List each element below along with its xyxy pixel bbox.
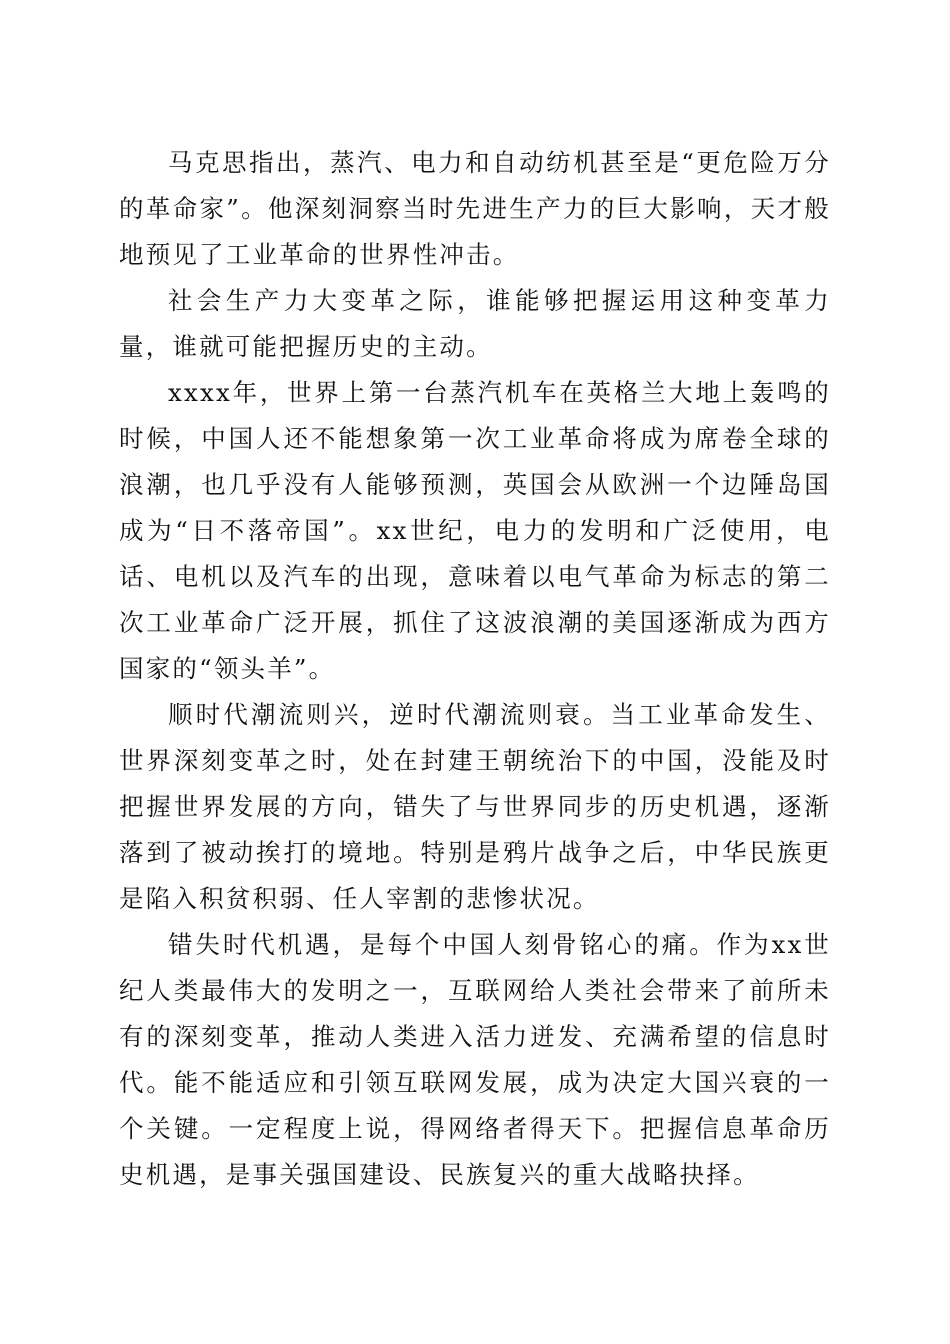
paragraph-3: xxxx年，世界上第一台蒸汽机车在英格兰大地上轰鸣的时候，中国人还不能想象第一次工业革命将成为席卷全球的浪潮，也几乎没有人能够预测，英国会从欧洲一个边陲岛国成为“日不落帝国”。xx世纪，电力的发明和广泛使用，电话、电机以及汽车的出现，意味着以电气革命为标志的第二次工业革命广泛开展，抓住了这波浪潮的美国逐渐成为西方国家的“领头羊”。 [119,378,831,683]
paragraph-4: 顺时代潮流则兴，逆时代潮流则衰。当工业革命发生、世界深刻变革之时，处在封建王朝统治下的中国，没能及时把握世界发展的方向，错失了与世界同步的历史机遇，逐渐落到了被动挨打的境地。特别是鸦片战争之后，中华民族更是陷入积贫积弱、任人宰割的悲惨状况。 [119,700,831,913]
document-body [119,140,831,1198]
paragraph-5: 错失时代机遇，是每个中国人刻骨铭心的痛。作为xx世纪人类最伟大的发明之一，互联网给人类社会带来了前所未有的深刻变革，推动人类进入活力迸发、充满希望的信息时代。能不能适应和引领互联网发展，成为决定大国兴衰的一个关键。一定程度上说，得网络者得天下。把握信息革命历史机遇，是事关强国建设、民族复兴的重大战略抉择。 [119,930,831,1189]
paragraph-2: 社会生产力大变革之际，谁能够把握运用这种变革力量，谁就可能把握历史的主动。 [119,286,831,361]
paragraph-1: 马克思指出，蒸汽、电力和自动纺机甚至是“更危险万分的革命家”。他深刻洞察当时先进生产力的巨大影响，天才般地预见了工业革命的世界性冲击。 [119,148,831,269]
